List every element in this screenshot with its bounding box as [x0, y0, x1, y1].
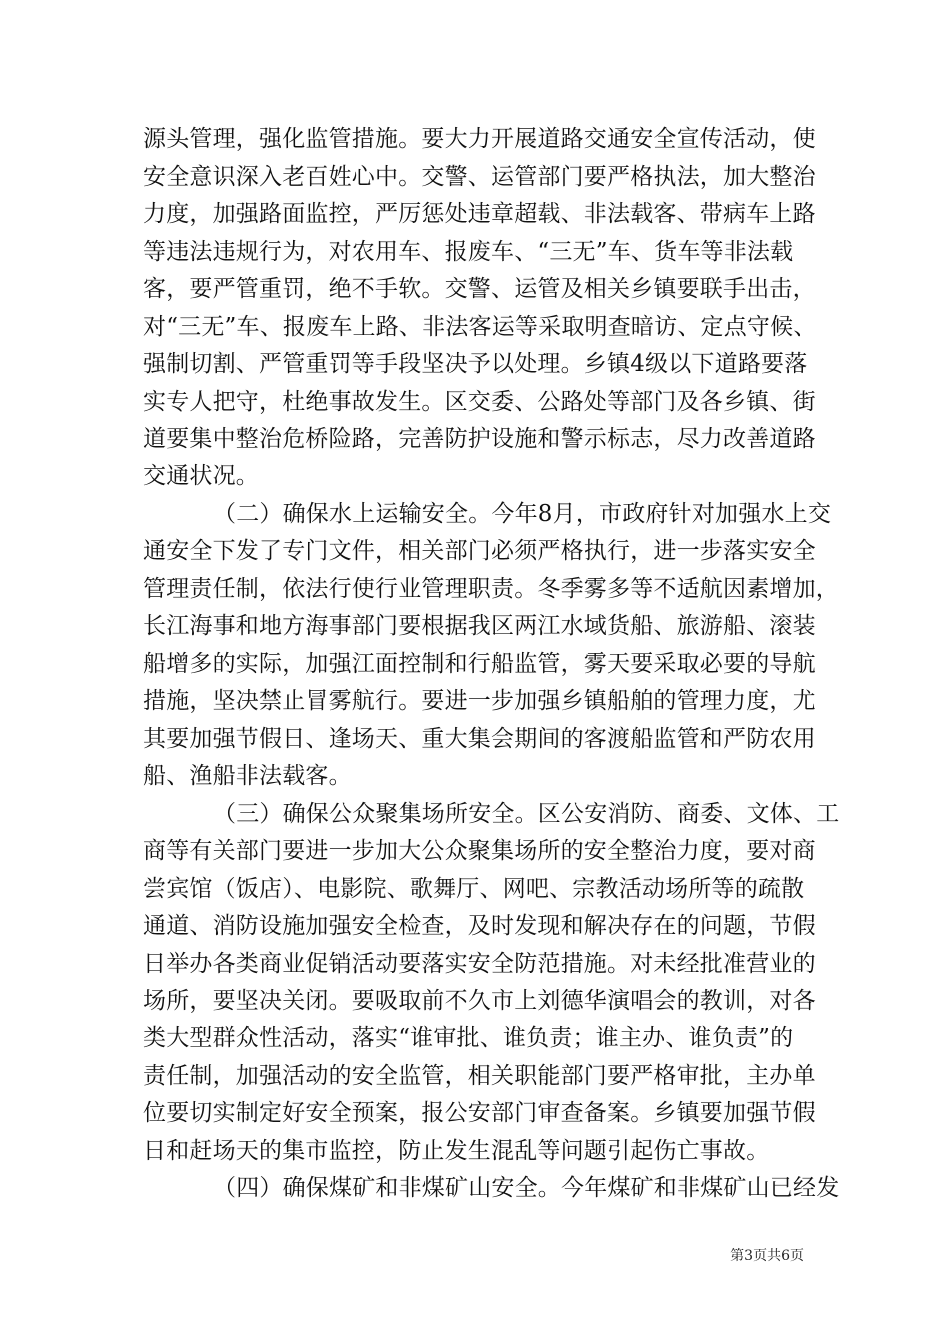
text-line: 力度，加强路面监控，严厉惩处违章超载、非法载客、带病车上路 [143, 201, 816, 227]
text-line: 等违法违规行为，对农用车、报废车、“三无”车、货车等非法载 [143, 239, 794, 265]
text-line: 船、渔船非法载客。 [143, 763, 352, 789]
paragraph-heading: （三）确保公众聚集场所安全。区公安消防、商委、文体、工 [213, 801, 840, 827]
text-line: 其要加强节假日、逢场天、重大集会期间的客渡船监管和严防农用 [143, 726, 816, 752]
text-line: 管理责任制，依法行使行业管理职责。冬季雾多等不适航因素增加， [143, 576, 839, 602]
text-line: 船增多的实际，加强江面控制和行船监管，雾天要采取必要的导航 [143, 651, 816, 677]
text-line: 场所，要坚决关闭。要吸取前不久市上刘德华演唱会的教训，对各 [143, 988, 816, 1014]
paragraph-heading: （二）确保水上运输安全。今年8月，市政府针对加强水上交 [213, 501, 832, 527]
text-line: 尝宾馆（饭店）、电影院、歌舞厅、网吧、宗教活动场所等的疏散 [143, 876, 805, 902]
text-line: 通安全下发了专门文件，相关部门必须严格执行，进一步落实安全 [143, 538, 816, 564]
text-line: 通道、消防设施加强安全检查，及时发现和解决存在的问题，节假 [143, 913, 816, 939]
text-line: 类大型群众性活动，落实“谁审批、谁负责；谁主办、谁负责”的 [143, 1025, 794, 1051]
text-line: 措施，坚决禁止冒雾航行。要进一步加强乡镇船舶的管理力度，尤 [143, 688, 816, 714]
text-line: 责任制，加强活动的安全监管，相关职能部门要严格审批，主办单 [143, 1063, 816, 1089]
text-line: 客，要严管重罚，绝不手软。交警、运管及相关乡镇要联手出击， [143, 276, 816, 302]
text-line: 实专人把守，杜绝事故发生。区交委、公路处等部门及各乡镇、街 [143, 389, 816, 415]
text-line: 长江海事和地方海事部门要根据我区两江水域货船、旅游船、滚装 [143, 613, 816, 639]
text-line: 日举办各类商业促销活动要落实安全防范措施。对未经批准营业的 [143, 951, 816, 977]
text-line: 交通状况。 [143, 463, 259, 489]
text-line: 道要集中整治危桥险路，完善防护设施和警示标志，尽力改善道路 [143, 426, 816, 452]
text-line: 位要切实制定好安全预案，报公安部门审查备案。乡镇要加强节假 [143, 1100, 816, 1126]
text-line: 安全意识深入老百姓心中。交警、运管部门要严格执法，加大整治 [143, 164, 816, 190]
page-number: 第3页共6页 [730, 1248, 804, 1264]
text-line: 日和赶场天的集市监控，防止发生混乱等问题引起伤亡事故。 [143, 1138, 770, 1164]
text-line: 商等有关部门要进一步加大公众聚集场所的安全整治力度，要对商 [143, 838, 816, 864]
text-line: 源头管理，强化监管措施。要大力开展道路交通安全宣传活动，使 [143, 126, 816, 152]
text-line: 强制切割、严管重罚等手段坚决予以处理。乡镇4级以下道路要落 [143, 351, 808, 377]
text-line: 对“三无”车、报废车上路、非法客运等采取明查暗访、定点守候、 [143, 314, 817, 340]
paragraph-heading: （四）确保煤矿和非煤矿山安全。今年煤矿和非煤矿山已经发 [213, 1175, 840, 1201]
